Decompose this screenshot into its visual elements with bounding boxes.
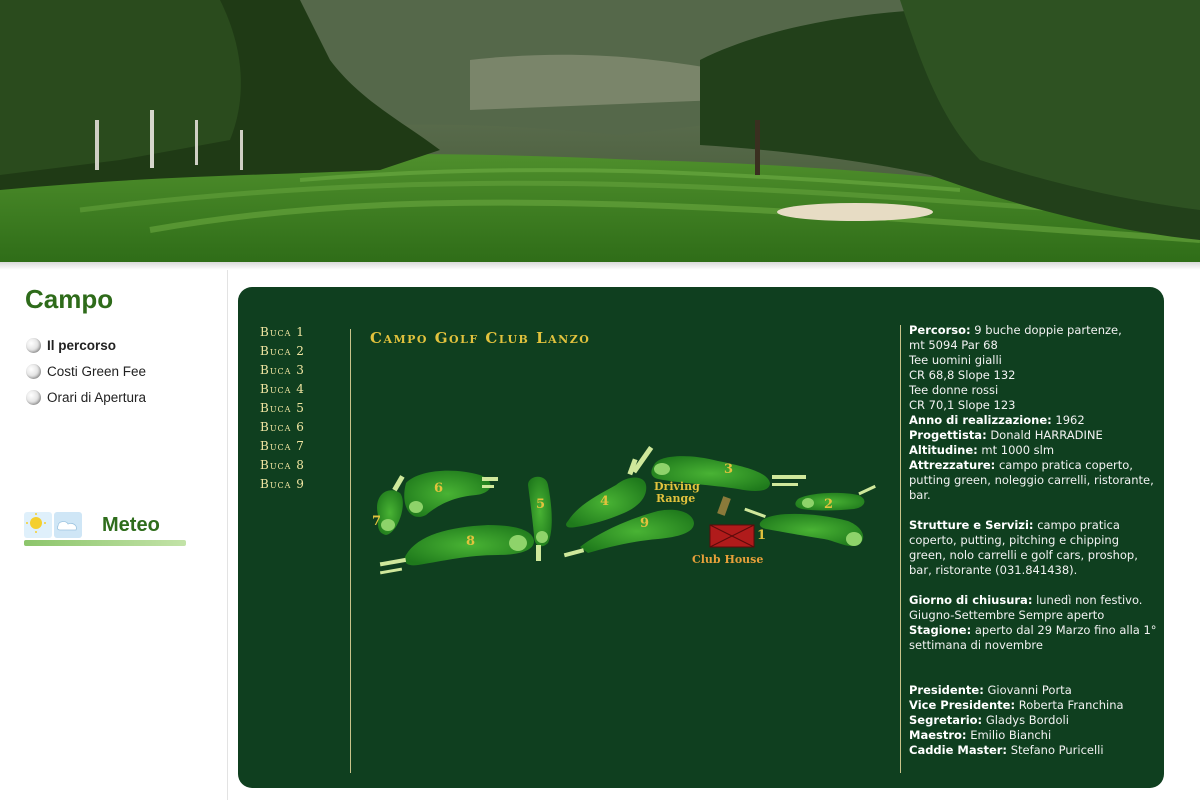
info-label: Strutture e Servizi: [909, 518, 1034, 532]
golf-ball-icon [26, 364, 41, 379]
info-label: Stagione: [909, 623, 972, 637]
sidebar-title: Campo [25, 284, 114, 314]
info-value: Giovanni Porta [987, 683, 1072, 697]
info-label: Presidente: [909, 683, 984, 697]
info-value: Gladys Bordoli [985, 713, 1069, 727]
hole-link-5[interactable]: Buca 5 [260, 401, 305, 415]
info-line: CR 68,8 Slope 132 [909, 368, 1016, 382]
info-value: Stefano Puricelli [1010, 743, 1104, 757]
header-banner-image [0, 0, 1200, 262]
info-label: Vice Presidente: [909, 698, 1016, 712]
info-value: lunedì non festivo. [1036, 593, 1143, 607]
golf-ball-icon [26, 390, 41, 405]
info-line: mt 5094 Par 68 [909, 338, 998, 352]
hole-link-4[interactable]: Buca 4 [260, 382, 305, 396]
hole-link-8[interactable]: Buca 8 [260, 458, 305, 472]
hole-4-number: 4 [600, 494, 610, 509]
info-value: Emilio Bianchi [970, 728, 1052, 742]
hole-6-shape[interactable] [404, 471, 498, 517]
info-line: Tee donne rossi [909, 383, 999, 397]
hole-link-6[interactable]: Buca 6 [260, 420, 305, 434]
meteo-label: Meteo [102, 514, 160, 536]
info-line: Tee uomini gialli [909, 353, 1002, 367]
hole-2-number: 2 [824, 497, 834, 512]
hole-link-1[interactable]: Buca 1 [260, 325, 305, 339]
info-value: aperto dal 29 Marzo fino alla 1° settimana di novembre [909, 623, 1157, 652]
course-title: Campo Golf Club Lanzo [370, 329, 591, 347]
golf-ball-icon [26, 338, 41, 353]
meteo-icon [24, 512, 84, 542]
hole-9-number: 9 [640, 516, 650, 531]
sidebar-menu [26, 332, 146, 410]
info-value: campo pratica coperto, putting, pitching e chipping green, nolo carrelli e golf cars, proshop, bar, ristorante (031.841438). [909, 518, 1138, 577]
hole-8-number: 8 [466, 534, 476, 549]
info-value: campo pratica coperto, putting green, noleggio carrelli, ristorante, bar. [909, 458, 1154, 502]
info-value: Roberta Franchina [1018, 698, 1124, 712]
banner-separator [0, 262, 1200, 270]
driving-range-marker [717, 496, 731, 516]
hole-7-shape[interactable] [377, 475, 405, 535]
course-map [358, 415, 898, 595]
hole-1-number: 1 [757, 528, 767, 543]
hole-2-shape[interactable] [795, 485, 876, 511]
info-line: Giugno-Settembre Sempre aperto [909, 608, 1105, 622]
hole-link-9[interactable]: Buca 9 [260, 477, 305, 491]
meteo-link[interactable] [24, 510, 186, 548]
course-info [909, 323, 1159, 758]
hole-link-2[interactable]: Buca 2 [260, 344, 305, 358]
sidebar-item-label: Il percorso [47, 337, 117, 353]
meteo-underline [24, 540, 186, 546]
info-label: Giorno di chiusura: [909, 593, 1033, 607]
divider [900, 325, 901, 773]
driving-range-label-1: Driving [654, 480, 700, 493]
course-panel [238, 287, 1164, 788]
info-label: Caddie Master: [909, 743, 1008, 757]
info-label: Percorso: [909, 323, 971, 337]
sidebar-item-orari-di-apertura[interactable] [26, 384, 146, 410]
hole-8-shape[interactable] [380, 525, 534, 574]
sidebar-item-label: Costi Green Fee [47, 363, 147, 379]
info-label: Segretario: [909, 713, 983, 727]
info-label: Attrezzature: [909, 458, 996, 472]
info-value: Donald HARRADINE [990, 428, 1103, 442]
sidebar-item-costi-green-fee[interactable] [26, 358, 146, 384]
hole-7-number: 7 [372, 514, 382, 529]
info-value: mt 1000 slm [981, 443, 1055, 457]
club-house-label: Club House [692, 553, 764, 566]
sidebar-item-label: Orari di Apertura [47, 389, 147, 405]
sidebar [0, 270, 228, 800]
golf-course-photo [0, 0, 1200, 262]
info-label: Anno di realizzazione: [909, 413, 1052, 427]
hole-5-shape[interactable] [528, 477, 552, 561]
hole-link-3[interactable]: Buca 3 [260, 363, 305, 377]
info-label: Progettista: [909, 428, 987, 442]
info-value: 9 buche doppie partenze, [974, 323, 1122, 337]
info-value: 1962 [1055, 413, 1085, 427]
info-label: Altitudine: [909, 443, 978, 457]
sidebar-item-il-percorso[interactable] [26, 332, 146, 358]
hole-5-number: 5 [536, 497, 546, 512]
info-label: Maestro: [909, 728, 967, 742]
driving-range-label-2: Range [656, 492, 696, 505]
hole-6-number: 6 [434, 481, 444, 496]
hole-3-number: 3 [724, 462, 734, 477]
info-line: CR 70,1 Slope 123 [909, 398, 1016, 412]
hole-link-7[interactable]: Buca 7 [260, 439, 305, 453]
divider [350, 329, 351, 773]
hole-list [260, 325, 305, 496]
